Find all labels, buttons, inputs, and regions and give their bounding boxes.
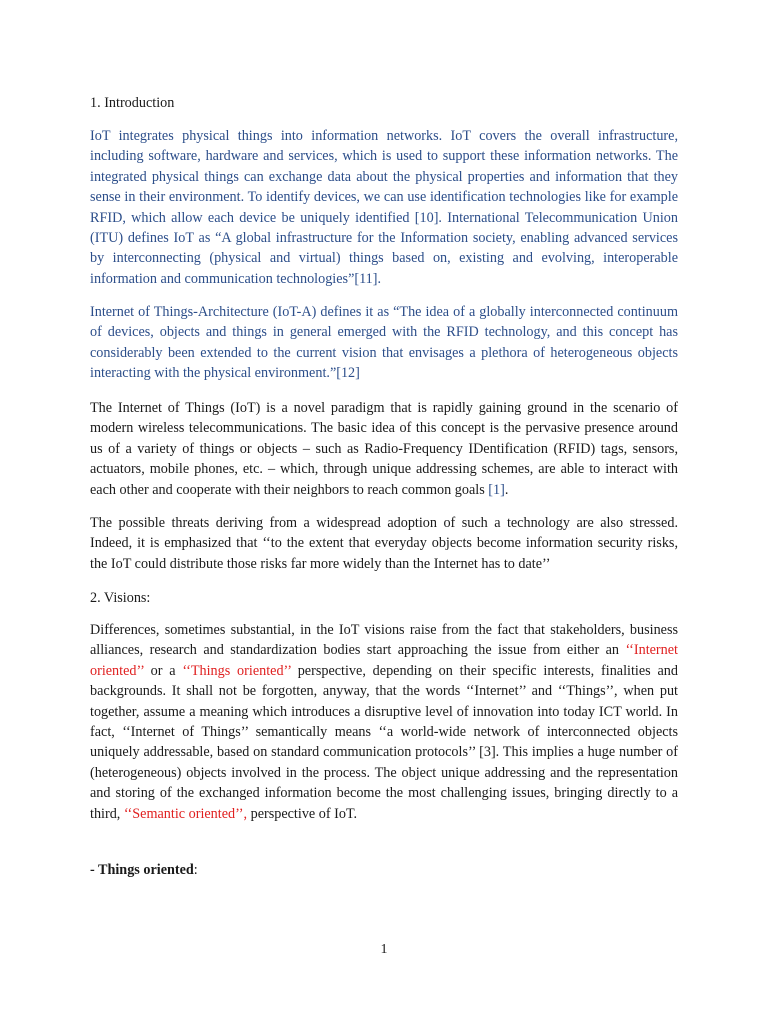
paragraph-iot-architecture: Internet of Things-Architecture (IoT-A) defines it as “The idea of a globally interconnected continuum of devices, objects and things in general emerged with the RFID technology, and this concept has considerably been extended to the current vision that envisages a plethora of heterogeneous objects interacting with the physical environment.”[12] xyxy=(90,304,678,382)
things-oriented-term: ‘‘Things oriented’’ xyxy=(182,662,291,679)
citation-link[interactable]: [1] xyxy=(488,481,505,498)
paragraph-text-end: . xyxy=(504,481,509,498)
paragraph-text: The Internet of Things (IoT) is a novel paradigm that is rapidly gaining ground in the scenario of modern wireless telecommunications. The basic idea of this concept is the pervasive presence around us of a variety of things or objects – such as Radio-Frequency IDentification (RFID) tags, sensors, actuators, mobile phones, etc. – which, through unique addressing schemes, are able to interact with each other and cooperate with their neighbors to reach common goals xyxy=(90,400,678,498)
visions-text-d: perspective of IoT. xyxy=(247,805,358,822)
page-number: 1 xyxy=(380,942,388,957)
visions-text-c: perspective, depending on their specific interests, finalities and backgrounds. It shall not be forgotten, anyway, that the words ‘‘Internet’’ and ‘‘Things’’, when put together, assume a meaning which introduces a disruptive level of innovation into today ICT world. In fact, ‘‘Internet of Things’’ semantically means ‘‘a world-wide network of interconnected objects uniquely addressable, based on standard communication protocols’’ [3]. This implies a huge number of (heterogeneous) objects involved in the process. The object unique addressing and the representation and storing of the exchanged information become the most challenging issues, bringing directly to a third, xyxy=(90,662,678,822)
paragraph-threats: The possible threats deriving from a widespread adoption of such a technology are also stressed. Indeed, it is emphasized that ‘‘to the extent that everyday objects become information security risks, the IoT could distribute those risks far more widely than the Internet has to date’’ xyxy=(90,515,678,572)
visions-text-b: or a xyxy=(143,662,183,679)
subheading-things-oriented xyxy=(90,860,198,880)
paragraph-visions xyxy=(90,620,678,824)
subheading-label: - Things oriented xyxy=(90,862,194,878)
section-heading-introduction: 1. Introduction xyxy=(90,95,175,111)
section-heading-visions: 2. Visions: xyxy=(90,590,151,606)
semantic-oriented-term: ‘‘Semantic oriented’’, xyxy=(123,805,248,822)
visions-text-a: Differences, sometimes substantial, in the IoT visions raise from the fact that stakeholders, business alliances, research and standardization bodies start approaching the issue from either an xyxy=(90,622,678,659)
subheading-colon: : xyxy=(193,862,198,878)
paragraph-iot-paradigm xyxy=(90,398,678,500)
paragraph-iot-definition: IoT integrates physical things into information networks. IoT covers the overall infrastructure, including software, hardware and services, which is used to support these information networks. The integrated physical things can exchange data about the physical properties and information that they sense in their environment. To identify devices, we can use identification technologies like for example RFID, which allow each device be uniquely identified [10]. International Telecommunication Union (ITU) defines IoT as “A global infrastructure for the Information society, enabling advanced services by interconnecting (physical and virtual) things based on, existing and evolving, interoperable information and communication technologies”[11]. xyxy=(90,128,678,287)
internet-oriented-term: ‘‘Internet oriented’’ xyxy=(90,642,678,679)
